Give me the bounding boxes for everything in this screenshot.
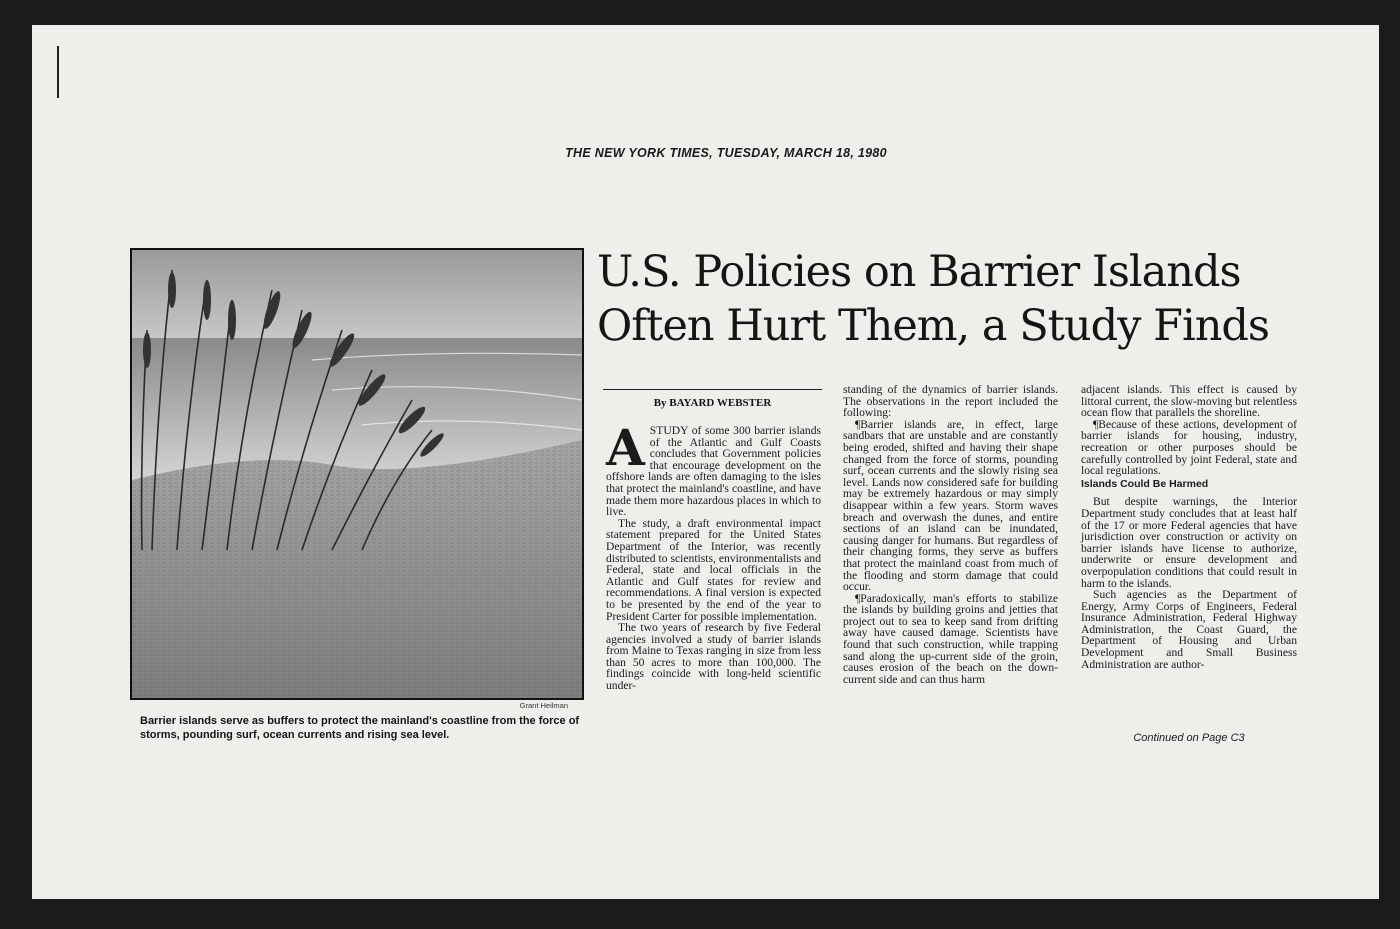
paragraph: But despite warnings, the Interior Department study concludes that at least half of the 17 or more Federal agencies that have jurisdiction over construction or activity on barrier islands have license to authorize, underwrite or ensure development and overpopulation conditions that could result in harm to the islands. — [1081, 495, 1297, 590]
masthead: THE NEW YORK TIMES, TUESDAY, MARCH 18, 1980 — [565, 146, 887, 160]
drop-cap: A — [606, 418, 645, 477]
subheading: Islands Could Be Harmed — [1081, 477, 1209, 490]
paragraph: standing of the dynamics of barrier islands. The observations in the report included the following: — [843, 383, 1058, 420]
photo-credit: Grant Heilman — [519, 701, 568, 710]
paragraph: The study, a draft environmental impact statement prepared for the United States Department of the Interior, was recently distributed to scientists, environmentalists and Federal, state and local officials in the Atlantic and Gulf states for review and recommendations. A final version is expected to be presented by the end of the year to President Carter for possible implementation. — [606, 516, 821, 623]
article-column-2 — [843, 384, 1058, 685]
paragraph — [606, 418, 821, 519]
paragraph: Such agencies as the Department of Energy, Army Corps of Engineers, Federal Insurance Administration, Federal Highway Administration, the Coast Guard, the Department of Housing and Urban Development and Small Business Administration are author- — [1081, 588, 1297, 671]
continued-notice: Continued on Page C3 — [1133, 732, 1245, 744]
paragraph: ¶Barrier islands are, in effect, large sandbars that are unstable and are constantly being eroded, shifted and having their shape changed from the force of storms, pounding surf, ocean currents and the slowly rising sea level. Lands now considered safe for building may be extremely hazardous or may simply disappear within a few years. Storm waves breach and overwash the dunes, and entire sections of an island can be inundated, causing danger for humans. But regardless of their changing forms, they serve as buffers that protect the mainland coast from much of the flooding and storm damage that could occur. — [843, 417, 1058, 594]
paragraph: ¶Because of these actions, development of barrier islands for housing, industry, recreation or other purposes should be carefully controlled by joint Federal, state and local regulations. — [1081, 417, 1297, 478]
headline-line-2: Often Hurt Them, a Study Finds — [597, 301, 1269, 351]
paragraph: adjacent islands. This effect is caused by littoral current, the slow-moving but relentless ocean flow that parallels the shoreline. — [1081, 383, 1297, 420]
byline-rule — [603, 389, 822, 390]
article-column-3 — [1081, 384, 1297, 670]
headline-line-1: U.S. Policies on Barrier Islands — [597, 247, 1241, 297]
article-column-1 — [606, 418, 821, 693]
paragraph-text: STUDY of some 300 barrier islands of the Atlantic and Gulf Coasts concludes that Government policies that encourage development on the offshore lands are often damaging to the isles that protect the mainland's coastline, and have made them more hazardous places in which to live. — [606, 424, 821, 519]
margin-mark — [57, 46, 59, 98]
byline: By BAYARD WEBSTER — [653, 397, 772, 409]
headline — [597, 245, 1317, 353]
beach-photo — [130, 248, 584, 700]
photo-caption: Barrier islands serve as buffers to protect the mainland's coastline from the force of storms, pounding surf, ocean currents and rising sea level. — [140, 715, 580, 741]
paragraph: The two years of research by five Federal agencies involved a study of barrier islands from Maine to Texas ranging in size from less than 50 acres to more than 100,000. The findings coincide with long-held scientific under- — [606, 621, 821, 693]
paragraph: ¶Paradoxically, man's efforts to stabilize the islands by building groins and jetties that project out to sea to keep sand from drifting away have caused damage. Scientists have found that such construction, while trapping sand along the up-current side of the groin, causes erosion of the beach on the down-current side and can thus harm — [843, 591, 1058, 686]
sea-oats-dunes-image — [132, 250, 582, 698]
